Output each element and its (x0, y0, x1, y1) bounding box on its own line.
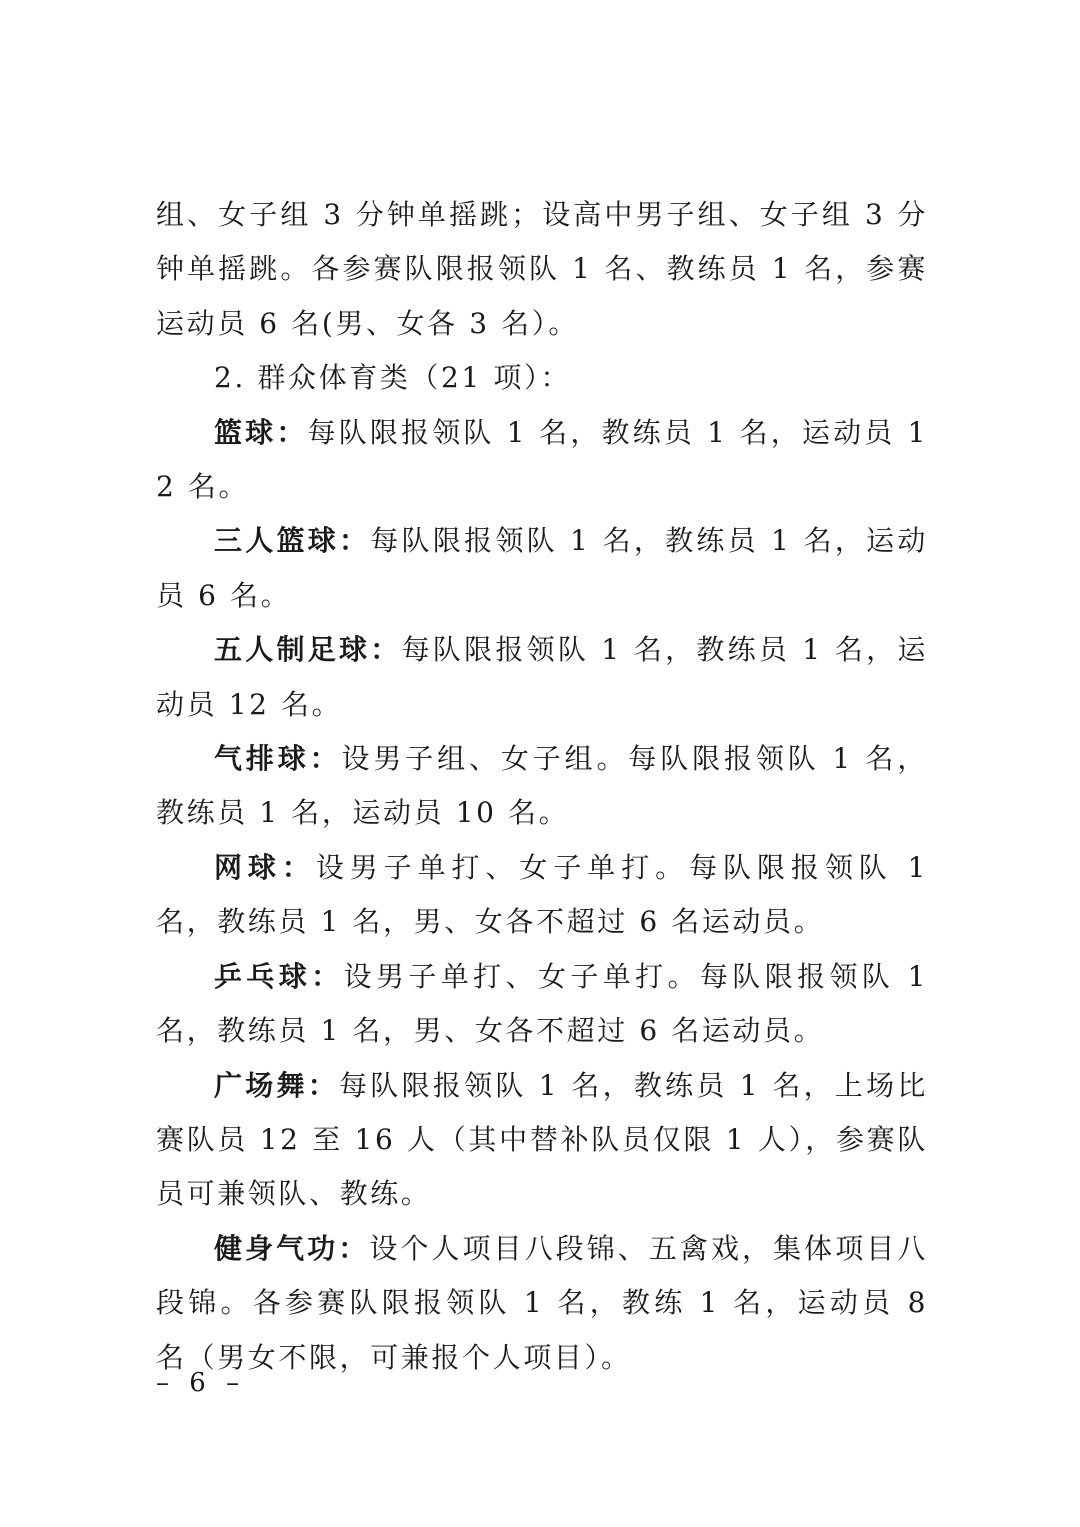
item-square-dance (156, 1059, 928, 1222)
item-label: 健身气功： (214, 1231, 370, 1265)
item-label: 广场舞： (214, 1068, 340, 1102)
item-text: 设男子组、女子组。每队限报领队 1 名，教练员 1 名，运动员 10 名。 (156, 742, 929, 830)
item-tennis (156, 841, 928, 950)
item-label: 篮球： (214, 415, 308, 449)
item-text: 每队限报领队 1 名，教练员 1 名，运动员 12 名。 (156, 415, 928, 504)
item-air-volleyball (156, 732, 928, 841)
item-text: 设个人项目八段锦、五禽戏，集体项目八段锦。各参赛队限报领队 1 名，教练 1 名，运动员 8 名（男女不限，可兼报个人项目）。 (156, 1231, 928, 1374)
item-text: 每队限报领队 1 名，教练员 1 名，运动员 12 名。 (156, 633, 928, 721)
item-five-a-side-football (156, 623, 928, 732)
item-text: 设男子单打、女子单打。每队限报领队 1 名，教练员 1 名，男、女各不超过 6 名运动员。 (156, 850, 928, 939)
document-body (156, 188, 928, 1385)
item-label: 乒乓球： (214, 959, 344, 993)
page-number: – 6 – (156, 1368, 246, 1398)
item-table-tennis (156, 950, 928, 1059)
item-three-person-basketball (156, 514, 928, 623)
intro-paragraph: 组、女子组 3 分钟单摇跳；设高中男子组、女子组 3 分钟单摇跳。各参赛队限报领队 1 名、教练员 1 名，参赛运动员 6 名(男、女各 3 名）。 (156, 198, 928, 340)
item-label: 三人篮球： (214, 524, 371, 558)
item-health-qigong (156, 1222, 928, 1385)
item-label: 网球： (214, 850, 316, 884)
item-label: 气排球： (214, 742, 342, 776)
item-text: 每队限报领队 1 名，教练员 1 名，运动员 6 名。 (156, 524, 928, 612)
item-basketball (156, 406, 928, 515)
item-text: 每队限报领队 1 名，教练员 1 名，上场比赛队员 12 至 16 人（其中替补队员仅限 1 人），参赛队员可兼领队、教练。 (156, 1068, 928, 1211)
section-heading: 2. 群众体育类（21 项）： (214, 361, 572, 395)
item-text: 设男子单打、女子单打。每队限报领队 1 名，教练员 1 名，男、女各不超过 6 名运动员。 (156, 959, 928, 1048)
item-label: 五人制足球： (214, 633, 402, 667)
